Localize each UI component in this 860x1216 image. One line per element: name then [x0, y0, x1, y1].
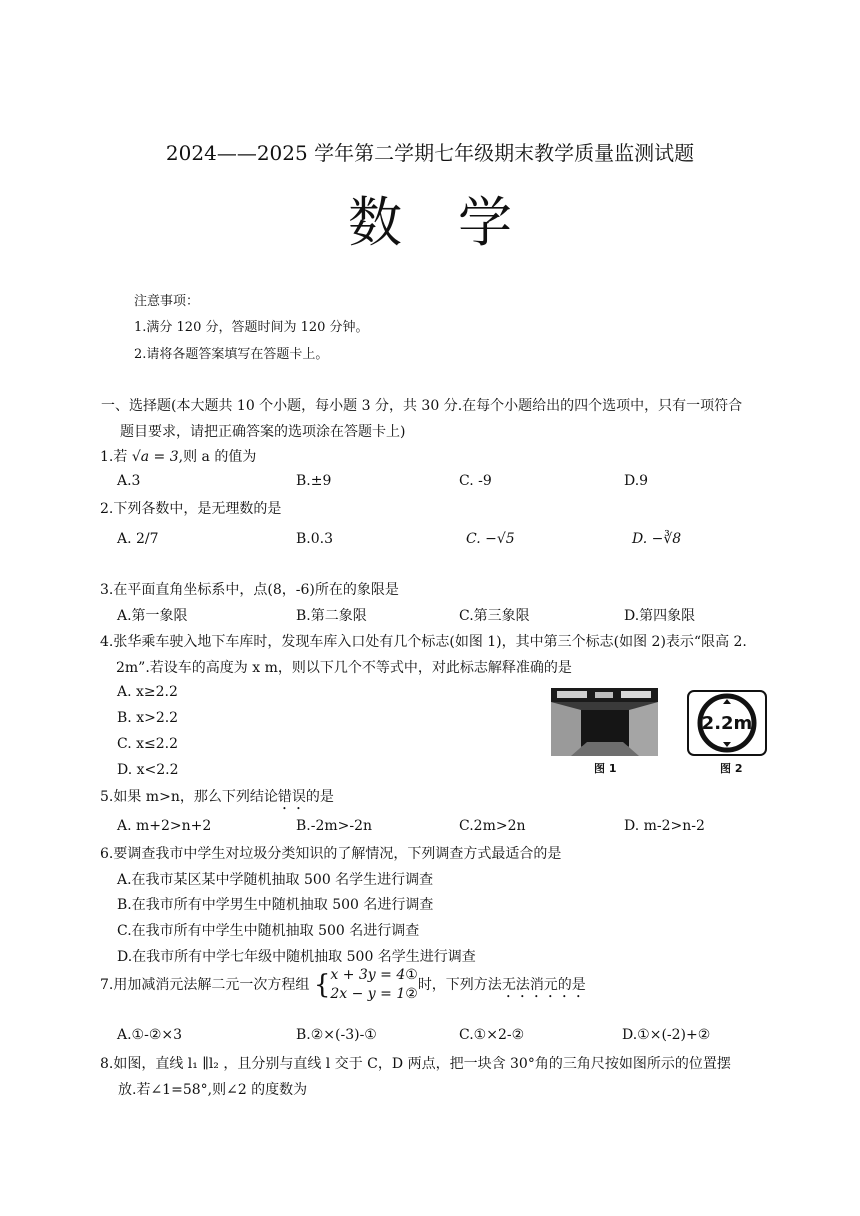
notice-item-2: 2.请将各题答案填写在答题卡上。: [134, 347, 329, 362]
q7-prefix: 7.用加减消元法解二元一次方程组: [100, 977, 314, 993]
q1-option-d: D.9: [624, 473, 649, 489]
exam-title: 2024——2025 学年第二学期七年级期末教学质量监测试题: [165, 141, 695, 165]
q4-option-a: A. x≥2.2: [117, 684, 178, 700]
question-3: 3.在平面直角坐标系中，点(8，-6)所在的象限是: [100, 582, 399, 598]
q1-option-b: B.±9: [296, 473, 332, 489]
q5-option-b: B.-2m>-2n: [296, 818, 373, 834]
q7-emphasis: 无法: [501, 977, 530, 993]
q6-option-b: B.在我市所有中学男生中随机抽取 500 名进行调查: [117, 897, 434, 913]
q1-option-a: A.3: [117, 473, 141, 489]
question-4-line2: 2m”.若设车的高度为 x m，则以下几个不等式中，对此标志解释准确的是: [116, 660, 572, 676]
q1-option-c: C. -9: [459, 473, 492, 489]
q7-eq2: 2x − y = 1: [330, 986, 406, 1002]
figure-2-height-limit-sign: [687, 690, 767, 756]
notice-item-1: 1.满分 120 分，答题时间为 120 分钟。: [134, 320, 369, 335]
question-1: [100, 446, 256, 466]
q7-eq2-mark: ②: [405, 986, 418, 1002]
q2-option-b: B.0.3: [296, 531, 334, 547]
q6-option-c: C.在我市所有中学生中随机抽取 500 名进行调查: [117, 923, 420, 939]
q5-emphasis: 错误: [277, 789, 306, 805]
question-8-line2: 放.若∠1=58°,则∠2 的度数为: [118, 1082, 308, 1098]
q7-option-d: D.①×(-2)+②: [622, 1027, 711, 1043]
q7-option-c: C.①×2-②: [459, 1027, 525, 1043]
question-6: 6.要调查我市中学生对垃圾分类知识的了解情况，下列调查方式最适合的是: [100, 846, 562, 862]
q1-equation: √a = 3: [131, 449, 179, 465]
section-heading-line2: 题目要求，请把正确答案的选项涂在答题卡上): [120, 424, 406, 440]
question-4-line1: 4.张华乘车驶入地下车库时，发现车库入口处有几个标志(如图 1)，其中第三个标志(如图 2)表示“限高 2.: [100, 634, 747, 650]
q7-equation-system: [330, 966, 417, 1004]
q3-option-d: D.第四象限: [624, 608, 696, 624]
figure-1-garage-photo: [551, 688, 658, 756]
question-7: 7.用加减消元法解二元一次方程组 {x + 3y = 4① 2x − y = 1②时，下列方法无法消元的是: [100, 967, 586, 1002]
q4-option-d: D. x<2.2: [117, 762, 179, 778]
q7-option-a: A.①-②×3: [117, 1027, 183, 1043]
q5-option-d: D. m-2>n-2: [624, 818, 705, 834]
question-8-line1: 8.如图，直线 l₁ ∥l₂ ，且分别与直线 l 交于 C，D 两点，把一块含 30°角的三角尺按如图所示的位置摆: [100, 1056, 731, 1072]
q2-option-a: A. 2/7: [117, 531, 159, 547]
q7-eq1-mark: ①: [405, 967, 418, 983]
q3-option-a: A.第一象限: [117, 608, 188, 624]
q7-suffix: 消元的是: [529, 977, 586, 993]
q5-suffix: 的是: [305, 789, 334, 805]
sign-text: 2.2m: [701, 713, 753, 734]
notice-heading: 注意事项：: [134, 294, 200, 309]
q6-option-d: D.在我市所有中学七年级中随机抽取 500 名学生进行调查: [117, 949, 476, 965]
q7-eq1: x + 3y = 4: [330, 967, 406, 983]
q7-mid: 时，下列方法: [417, 977, 502, 993]
q1-prefix: 1.若: [100, 449, 132, 465]
q5-option-a: A. m+2>n+2: [117, 818, 212, 834]
section-heading-line1: 一、选择题(本大题共 10 个小题，每小题 3 分，共 30 分.在每个小题给出的四个选项中，只有一项符合: [101, 398, 743, 414]
q6-option-a: A.在我市某区某中学随机抽取 500 名学生进行调查: [117, 872, 434, 888]
q2-option-d: D. −∛8: [632, 531, 682, 547]
q5-option-c: C.2m>2n: [459, 818, 526, 834]
question-5: [100, 786, 334, 813]
q1-suffix: ,则 a 的值为: [178, 449, 257, 465]
subject-title: 数学: [348, 191, 568, 254]
q7-option-b: B.②×(-3)-①: [296, 1027, 377, 1043]
q3-option-c: C.第三象限: [459, 608, 530, 624]
q3-option-b: B.第二象限: [296, 608, 367, 624]
q4-option-c: C. x≤2.2: [117, 736, 179, 752]
q4-option-b: B. x>2.2: [117, 710, 179, 726]
q2-option-c: C. −√5: [466, 531, 515, 547]
q5-prefix: 5.如果 m>n，那么下列结论: [100, 789, 278, 805]
figure-2-caption: 图 2: [720, 762, 743, 775]
figure-1-caption: 图 1: [594, 762, 617, 775]
question-2: 2.下列各数中，是无理数的是: [100, 501, 282, 517]
